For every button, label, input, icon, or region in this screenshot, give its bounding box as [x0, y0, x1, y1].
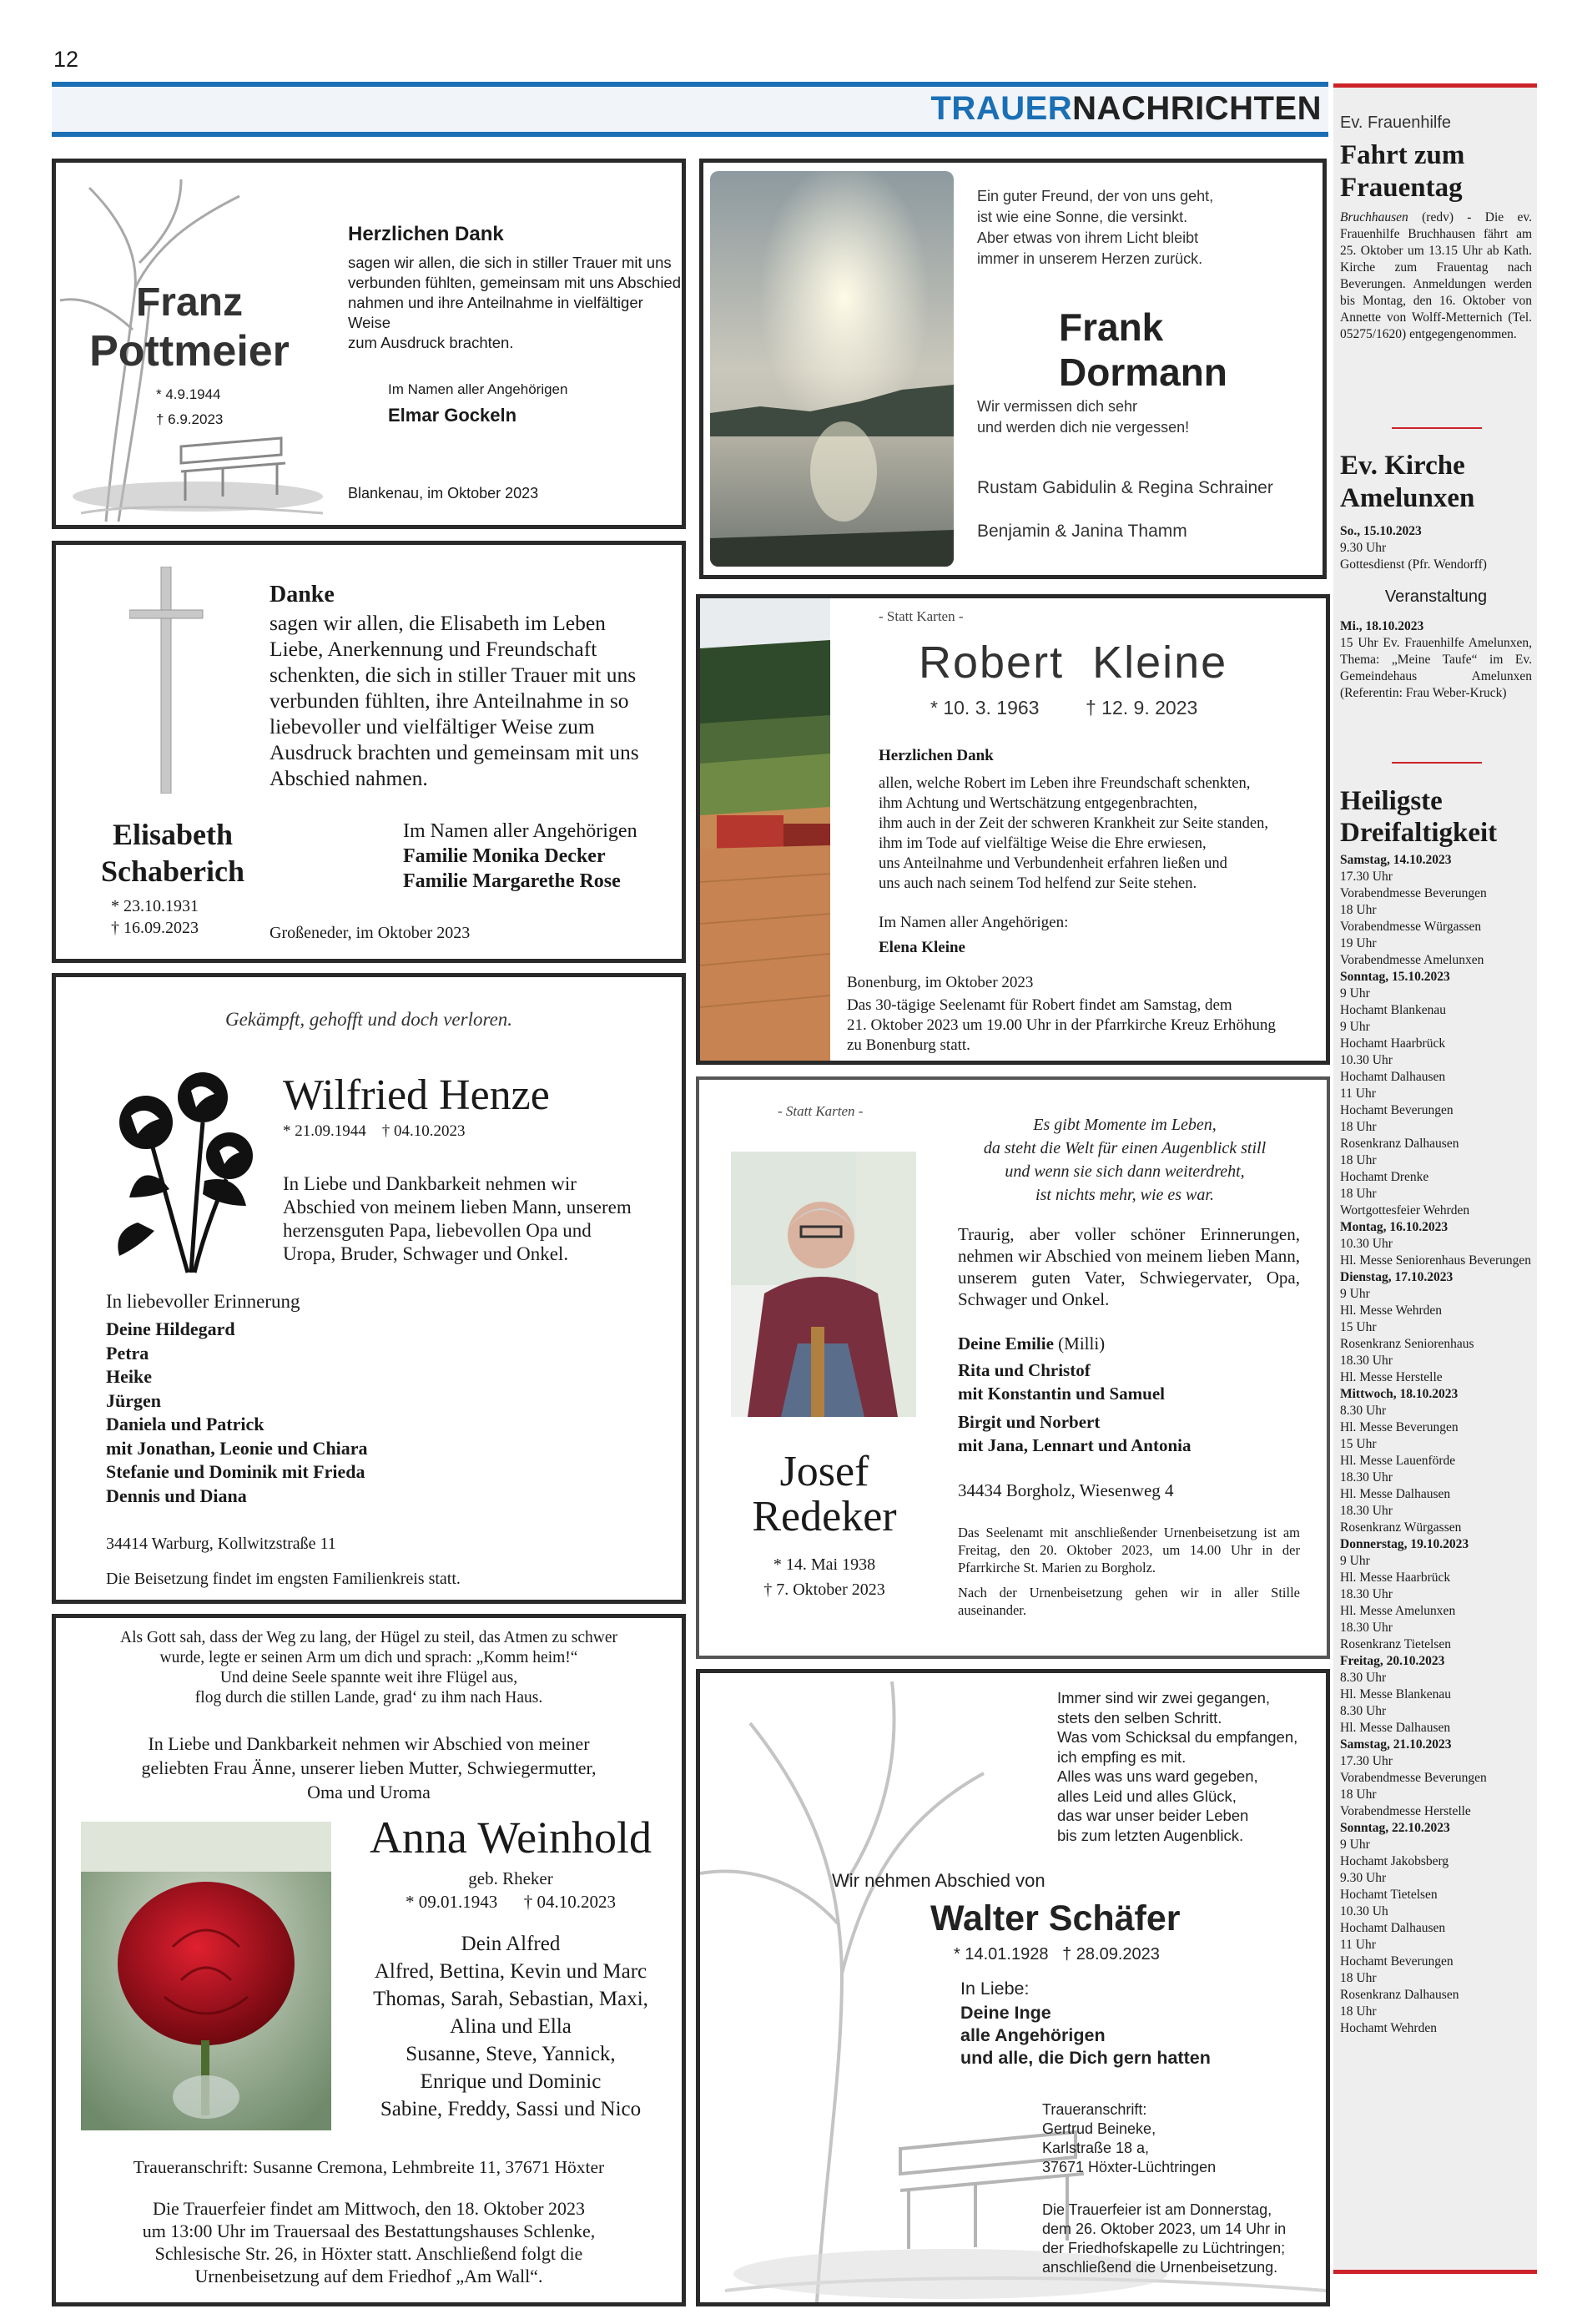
sidebar-frauenhilfe-kicker: Ev. Frauenhilfe: [1340, 113, 1452, 132]
pottmeier-text: sagen wir allen, die sich in stiller Trauer mit uns verbunden fühlten, gemeinsam mit uns Abschied nahmen und ihre Anteilnahme in vielfältiger Weise zum Ausdruck brachten.: [348, 254, 682, 351]
portrait-photo: [731, 1152, 916, 1417]
dormann-poem: Ein guter Freund, der von uns geht, ist wie eine Sonne, die versinkt. Aber etwas von ihrem Licht bleibt immer in unserem Herzen zurück.: [977, 188, 1214, 267]
pottmeier-signoff: Im Namen aller Angehörigen: [388, 381, 568, 397]
field-landscape-photo: [700, 598, 830, 1062]
schaberich-born: * 23.10.1931: [111, 897, 199, 915]
schedule-day: [1340, 852, 1532, 969]
schedule-day: [1340, 1820, 1532, 2037]
pottmeier-signer: Elmar Gockeln: [388, 405, 517, 426]
obituary-schaefer: [696, 1669, 1330, 2306]
schedule-day-items: 9 Uhr Hl. Messe Wehrden 15 Uhr Rosenkranz Seniorenhaus 18.30 Uhr Hl. Messe Herstelle: [1340, 1287, 1474, 1384]
schaberich-family2: Familie Margarethe Rose: [403, 870, 621, 892]
redeker-family1: [958, 1333, 1105, 1354]
header-rule-bottom: [52, 132, 1328, 137]
kleine-signoff: Im Namen aller Angehörigen:: [879, 914, 1069, 931]
henze-text: In Liebe und Dankbarkeit nehmen wir Abschied von meinem lieben Mann, unserem herzensguten Papa, liebevollen Opa und Uropa, Bruder, Schwager und Onkel.: [283, 1173, 632, 1264]
sidebar-evkirche-section: Veranstaltung: [1384, 587, 1488, 606]
lake-sunset-photo: [710, 171, 954, 567]
schedule-day-items: 10.30 Uhr Hl. Messe Seniorenhaus Beverungen: [1340, 1237, 1532, 1268]
dormann-signer1: Rustam Gabidulin & Regina Schrainer: [977, 478, 1273, 497]
obituary-henze: [52, 973, 686, 1604]
schaefer-address: Traueranschrift: Gertrud Beineke, Karlstraße 18 a, 37671 Höxter-Lüchtringen: [1042, 2101, 1217, 2175]
schedule-day: [1340, 969, 1532, 1219]
schedule-day: [1340, 1269, 1532, 1386]
schedule-day-label: Montag, 16.10.2023: [1340, 1220, 1449, 1234]
kleine-note: Das 30-tägige Seelenamt für Robert findet am Samstag, dem 21. Oktober 2023 um 19.00 Uhr in der Pfarrkirche Kreuz Erhöhung zu Bonenburg statt.: [847, 996, 1276, 1054]
redeker-note1: Das Seelenamt mit anschließender Urnenbeisetzung ist am Freitag, den 20. Oktober 2023, um 14.00 Uhr in der Pfarrkirche St. Marien zu Borgholz.: [958, 1525, 1300, 1575]
schedule-day-items: 9 Uhr Hochamt Jakobsberg 9.30 Uhr Hochamt Tietelsen 10.30 Uh Hochamt Dalhausen 11 Uhr Hochamt Beverungen 18 Uhr Rosenkranz Dalhausen 18 Uhr Hochamt Wehrden: [1340, 1838, 1459, 2035]
schedule-day: [1340, 1536, 1532, 1653]
dormann-name: Frank Dormann: [1059, 305, 1227, 394]
schaberich-first-name: Elisabeth: [112, 818, 234, 851]
weinhold-address: Traueranschrift: Susanne Cremona, Lehmbreite 11, 37671 Höxter: [133, 2157, 605, 2177]
rose-photo: [81, 1822, 331, 2130]
schedule-day-items: 9 Uhr Hochamt Blankenau 9 Uhr Hochamt Haarbrück 10.30 Uhr Hochamt Dalhausen 11 Uhr Hochamt Beverungen 18 Uhr Rosenkranz Dalhausen 18 Uhr Hochamt Drenke 18 Uhr Wortgottesfeier Wehrden: [1340, 986, 1470, 1217]
henze-name: Wilfried Henze: [283, 1071, 550, 1119]
redeker-family3: Birgit und Norbert mit Jana, Lennart und Antonia: [958, 1412, 1192, 1455]
section-title-part2: NACHRICHTEN: [1072, 90, 1322, 127]
redeker-text: Traurig, aber voller schöner Erinnerungen, nehmen wir Abschied von meinem lieben Mann, unserem guten Vater, Schwiegervater, Opa, Schwager und Onkel.: [958, 1224, 1300, 1309]
redeker-poem: Es gibt Momente im Leben, da steht die Welt für einen Augenblick still und wenn sie sich dann weiterdreht, ist nichts mehr, wie es war.: [983, 1116, 1267, 1204]
schedule-day-label: Samstag, 14.10.2023: [1340, 853, 1452, 867]
schedule-day-label: Freitag, 20.10.2023: [1340, 1654, 1445, 1668]
weinhold-poem: Als Gott sah, dass der Weg zu lang, der Hügel zu steil, das Atmen zu schwer wurde, legte er seinen Arm um dich und sprach: „Komm heim!“ Und deine Seele spannte weit ihre Flügel aus, flog durch die stillen Lande, grad‘ zu ihm nach Haus.: [120, 1629, 617, 1706]
weinhold-geb: geb. Rheker: [468, 1868, 553, 1888]
schaefer-name: Walter Schäfer: [930, 1898, 1181, 1938]
weinhold-note: Die Trauerfeier findet am Mittwoch, den 18. Oktober 2023 um 13:00 Uhr im Trauersaal des Bestattungshauses Schlenke, Schlesische Str. 26, in Höxter statt. Anschließend folgt die Urnenbeisetzung auf dem Friedhof „Am Wall“.: [142, 2198, 596, 2286]
pottmeier-heading: Herzlichen Dank: [348, 223, 504, 245]
dormann-miss: Wir vermissen dich sehr und werden dich nie vergessen!: [977, 398, 1190, 436]
henze-note: Die Beisetzung findet im engsten Familienkreis statt.: [106, 1570, 461, 1588]
page-number: 12: [53, 47, 79, 72]
weinhold-text: In Liebe und Dankbarkeit nehmen wir Abschied von meiner geliebten Frau Änne, unserer lieben Mutter, Schwiegermutter, Oma und Uroma: [141, 1733, 597, 1802]
sidebar-divider: [1392, 427, 1482, 429]
dormann-signer2: Benjamin & Janina Thamm: [977, 522, 1187, 541]
weinhold-dates: * 09.01.1943 † 04.10.2023: [406, 1892, 616, 1912]
schaberich-place: Großeneder, im Oktober 2023: [270, 924, 471, 942]
redeker-address: 34434 Borgholz, Wiesenweg 4: [958, 1480, 1174, 1500]
obituary-pottmeier: [52, 159, 686, 529]
weinhold-name: Anna Weinhold: [369, 1812, 652, 1863]
sidebar-evkirche-title: Ev. Kirche Amelunxen: [1340, 451, 1475, 513]
schedule-day: [1340, 1219, 1532, 1269]
redeker-statt-karten: - Statt Karten -: [778, 1103, 864, 1119]
schaefer-family: Deine Inge alle Angehörigen und alle, die Dich gern hatten: [960, 2003, 1211, 2068]
schaberich-heading: Danke: [270, 582, 335, 607]
schaefer-intro: Wir nehmen Abschied von: [832, 1870, 1045, 1891]
obituary-schaberich: [52, 541, 686, 963]
henze-dates: * 21.09.1944 † 04.10.2023: [283, 1122, 466, 1140]
kleine-heading: Herzlichen Dank: [879, 747, 994, 764]
kleine-born: * 10. 3. 1963: [930, 697, 1040, 718]
sidebar-dreifaltigkeit-title: Heiligste Dreifaltigkeit: [1340, 786, 1498, 848]
schedule-day-label: Sonntag, 15.10.2023: [1340, 970, 1450, 984]
schedule-day: [1340, 1386, 1532, 1536]
schaberich-last-name: Schaberich: [100, 854, 244, 888]
schaefer-poem: Immer sind wir zwei gegangen, stets den selben Schritt. Was vom Schicksal du empfangen, ich empfing es mit. Alles was uns ward gegeben, alles Leid und alles Glück, das war unser beider Leben bis zum letzten Augenblick.: [1057, 1689, 1298, 1844]
redeker-died: † 7. Oktober 2023: [763, 1580, 885, 1599]
sidebar-evkirche-event2: 15 Uhr Ev. Frauenhilfe Amelunxen, Thema: „Meine Taufe“ im Ev. Gemeindehaus Amelunxen (Referentin: Frau Weber-Kruck): [1340, 636, 1532, 700]
redeker-family1-name: Deine Emilie: [958, 1333, 1054, 1354]
obituary-weinhold: [52, 1614, 686, 2306]
pottmeier-died: † 6.9.2023: [156, 411, 224, 427]
sidebar-frauenhilfe-place: Bruchhausen: [1340, 210, 1408, 224]
redeker-last-name: Redeker: [752, 1493, 897, 1540]
schedule-day: [1340, 1653, 1532, 1737]
sidebar-frauenhilfe-text: (redv) - Die ev. Frauenhilfe Bruchhausen fährt am 25. Oktober um 13.15 Uhr ab Kath. Kirche zum Frauentag nach Beverungen. Anmeldungen werden bis Montag, den 16. Oktober von Annette von Wolff-Metternich (Tel. 05275/1620) entgegengenommen.: [1340, 210, 1532, 341]
redeker-family2: Rita und Christof mit Konstantin und Samuel: [958, 1360, 1165, 1404]
schaefer-dates: * 14.01.1928 † 28.09.2023: [954, 1945, 1160, 1964]
pottmeier-born: * 4.9.1944: [156, 386, 221, 402]
schaberich-signoff: Im Namen aller Angehörigen: [403, 820, 637, 842]
schaberich-text: sagen wir allen, die Elisabeth im Leben Liebe, Anerkennung und Freundschaft schenkten, die sich in stiller Trauer mit uns verbunden fühlten, ihre Anteilnahme in so liebevoller und vielfältiger Weise zum Ausdruck brachten und gemeinsam mit uns Abschied nahmen.: [270, 611, 639, 790]
weinhold-family: Dein Alfred Alfred, Bettina, Kevin und Marc Thomas, Sarah, Sebastian, Maxi, Alina und Ella Susanne, Steve, Yannick, Enrique und Dominic Sabine, Freddy, Sassi und Nico: [373, 1933, 648, 2120]
sidebar-evkirche-date2: Mi., 18.10.2023: [1340, 619, 1424, 633]
schaefer-note: Die Trauerfeier ist am Donnerstag, dem 26. Oktober 2023, um 14 Uhr in der Friedhofskapelle zu Lüchtringen; anschließend die Urnenbeisetzung.: [1042, 2201, 1287, 2276]
schaberich-died: † 16.09.2023: [111, 919, 199, 937]
sidebar: [1333, 83, 1537, 2274]
cross-icon: [129, 567, 204, 794]
henze-address: 34414 Warburg, Kollwitzstraße 11: [106, 1535, 336, 1553]
kleine-place: Bonenburg, im Oktober 2023: [847, 974, 1034, 991]
redeker-note2: Nach der Urnenbeisetzung gehen wir in aller Stille auseinander.: [958, 1585, 1300, 1618]
sidebar-evkirche-event1: 9.30 Uhr Gottesdienst (Pfr. Wendorff): [1340, 541, 1487, 572]
pottmeier-place: Blankenau, im Oktober 2023: [348, 485, 539, 502]
schedule-day-label: Mittwoch, 18.10.2023: [1340, 1387, 1459, 1401]
roses-illustration: [104, 1064, 271, 1281]
obituary-redeker: [696, 1076, 1330, 1659]
redeker-family1-nick: (Milli): [1053, 1333, 1106, 1354]
schedule-day-items: 8.30 Uhr Hl. Messe Beverungen 15 Uhr Hl. Messe Lauenförde 18.30 Uhr Hl. Messe Dalhausen 18.30 Uhr Rosenkranz Würgassen: [1340, 1404, 1462, 1535]
sidebar-schedule: [1340, 852, 1532, 2037]
henze-family: Deine Hildegard Petra Heike Jürgen Daniela und Patrick mit Jonathan, Leonie und Chiara Stefanie und Dominik mit Frieda Dennis und Diana: [106, 1318, 368, 1506]
kleine-died: † 12. 9. 2023: [1086, 697, 1198, 718]
schedule-day-label: Samstag, 21.10.2023: [1340, 1737, 1452, 1752]
section-title: [931, 90, 1323, 128]
schedule-day-items: 9 Uhr Hl. Messe Haarbrück 18.30 Uhr Hl. Messe Amelunxen 18.30 Uhr Rosenkranz Tietelsen: [1340, 1554, 1456, 1651]
henze-memory: In liebevoller Erinnerung: [106, 1291, 300, 1312]
sidebar-divider: [1392, 762, 1482, 764]
section-title-part1: TRAUER: [930, 90, 1073, 127]
kleine-signer: Elena Kleine: [879, 939, 965, 956]
schedule-day: [1340, 1737, 1532, 1820]
henze-motto: Gekämpft, gehofft und doch verloren.: [224, 1009, 513, 1030]
redeker-first-name: Josef: [779, 1448, 869, 1495]
kleine-name: Robert Kleine: [919, 638, 1228, 688]
obituary-dormann: [699, 159, 1327, 579]
schaberich-family1: Familie Monika Decker: [403, 845, 606, 867]
schedule-day-items: 17.30 Uhr Vorabendmesse Beverungen 18 Uhr Vorabendmesse Würgassen 19 Uhr Vorabendmesse Amelunxen: [1340, 870, 1487, 967]
kleine-statt-karten: - Statt Karten -: [879, 608, 964, 624]
schedule-day-label: Sonntag, 22.10.2023: [1340, 1821, 1450, 1835]
sidebar-frauenhilfe-title: Fahrt zum Frauentag: [1340, 140, 1465, 203]
kleine-text: allen, welche Robert im Leben ihre Freundschaft schenkten, ihm Achtung und Wertschätzung entgegenbrachten, ihm auch in der Zeit der schweren Krankheit zur Seite standen, ihm im Tode auf vielfältige Weise die Ehre erwiesen, uns Anteilnahme und Verbundenheit erfahren ließen und uns auch nach seinem Tod helfend zur Seite stehen.: [879, 775, 1268, 892]
schedule-day-label: Dienstag, 17.10.2023: [1340, 1270, 1454, 1284]
schedule-day-items: 8.30 Uhr Hl. Messe Blankenau 8.30 Uhr Hl. Messe Dalhausen: [1340, 1671, 1452, 1735]
sidebar-frauenhilfe-body: [1340, 209, 1532, 343]
schaefer-love: In Liebe:: [960, 1979, 1030, 1999]
pottmeier-first-name: Franz: [135, 280, 243, 325]
sidebar-evkirche-date1: So., 15.10.2023: [1340, 524, 1422, 538]
obituary-kleine: [696, 594, 1330, 1065]
schedule-day-items: 17.30 Uhr Vorabendmesse Beverungen 18 Uhr Vorabendmesse Herstelle: [1340, 1754, 1487, 1818]
redeker-born: * 14. Mai 1938: [773, 1555, 876, 1574]
pottmeier-last-name: Pottmeier: [89, 327, 290, 376]
schedule-day-label: Donnerstag, 19.10.2023: [1340, 1537, 1469, 1551]
